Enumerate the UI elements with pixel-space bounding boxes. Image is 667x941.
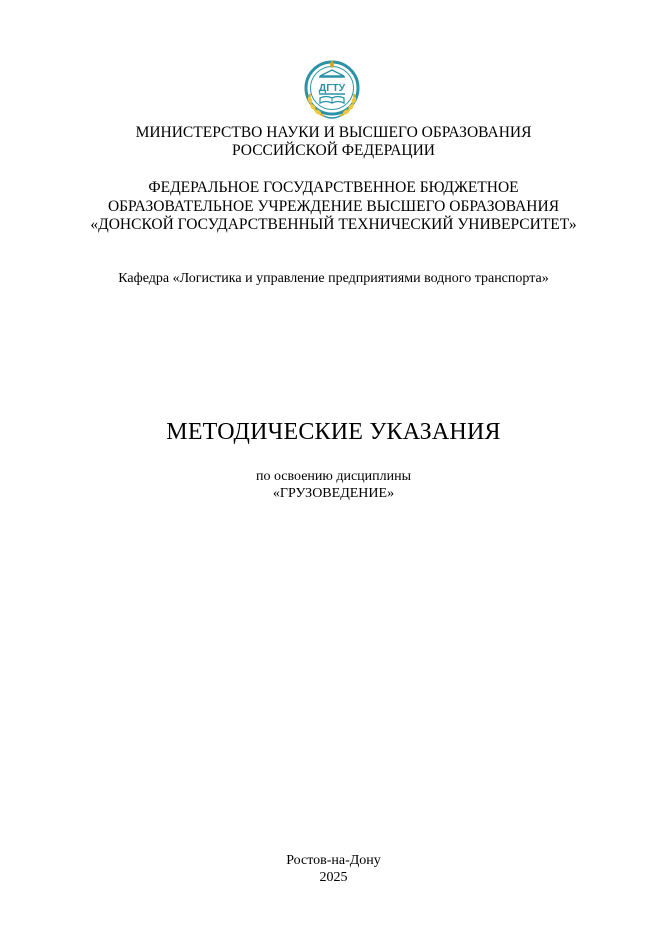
subtitle-line-2: «ГРУЗОВЕДЕНИЕ» [272,486,395,501]
department-name [0,270,667,287]
institution-line-2: ОБРАЗОВАТЕЛЬНОЕ УЧРЕЖДЕНИЕ ВЫСШЕГО ОБРАЗОВАНИЯ [107,197,560,215]
ministry-line-1: МИНИСТЕРСТВО НАУКИ И ВЫСШЕГО ОБРАЗОВАНИЯ [135,124,532,141]
publication-year: 2025 [319,870,348,885]
ministry-line-2: РОССИЙСКОЙ ФЕДЕРАЦИИ [232,142,435,159]
logo-letters: ДГТУ [318,82,346,94]
institution-heading [0,179,667,235]
subtitle-line-1: по освоению дисциплины [255,469,412,484]
department-line: Кафедра «Логистика и управление предприятиями водного транспорта» [118,271,549,286]
publication-city: Ростов-на-Дону [286,853,381,868]
document-title-text: МЕТОДИЧЕСКИЕ УКАЗАНИЯ [166,419,501,445]
institution-line-1: ФЕДЕРАЛЬНОЕ ГОСУДАРСТВЕННОЕ БЮДЖЕТНОЕ [148,179,519,196]
document-title [0,418,667,446]
document-subtitle [0,468,667,502]
institution-line-3: «ДОНСКОЙ ГОСУДАРСТВЕННЫЙ ТЕХНИЧЕСКИЙ УНИВЕРСИТЕТ» [90,216,577,233]
university-emblem-icon [300,58,364,124]
ministry-heading [0,124,667,160]
publication-info [0,852,667,886]
